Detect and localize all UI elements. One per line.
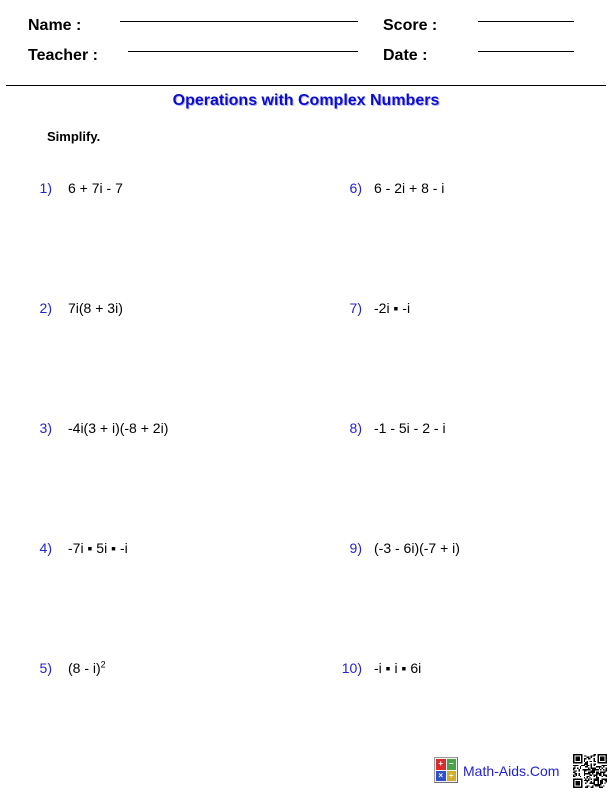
problem-expression: (-3 - 6i)(-7 + i) xyxy=(374,540,460,556)
problem-number: 8) xyxy=(349,420,362,436)
minus-tile-icon: − xyxy=(447,759,457,770)
multiply-tile-icon: × xyxy=(436,771,446,782)
page-title: Operations with Complex Numbers xyxy=(172,92,440,109)
problem-number: 6) xyxy=(349,180,362,196)
name-line xyxy=(120,21,358,22)
teacher-line xyxy=(128,51,358,52)
score-label: Score : xyxy=(383,17,438,34)
teacher-label: Teacher : xyxy=(28,47,98,64)
problem-number: 4) xyxy=(39,540,52,556)
problem-number: 1) xyxy=(39,180,52,196)
header-divider xyxy=(6,85,606,86)
problem-number: 5) xyxy=(39,660,52,676)
divide-tile-icon: ÷ xyxy=(447,771,457,782)
problem-expression: 7i(8 + 3i) xyxy=(68,300,123,316)
date-label: Date : xyxy=(383,47,428,64)
problem-expression: -i ▪ i ▪ 6i xyxy=(374,660,422,676)
problem-number: 7) xyxy=(349,300,362,316)
problem-expression: -7i ▪ 5i ▪ -i xyxy=(68,540,128,556)
problem-number: 2) xyxy=(39,300,52,316)
problem-number: 9) xyxy=(349,540,362,556)
math-aids-logo-icon xyxy=(434,757,458,783)
date-line xyxy=(478,51,574,52)
instruction-text: Simplify. xyxy=(47,129,101,144)
plus-tile-icon: + xyxy=(436,759,446,770)
problem-number: 3) xyxy=(39,420,52,436)
problem-expression: 6 - 2i + 8 - i xyxy=(374,180,445,196)
problem-expression: -2i ▪ -i xyxy=(374,300,411,316)
score-line xyxy=(478,21,574,22)
problem-expression: 6 + 7i - 7 xyxy=(68,180,123,196)
name-label: Name : xyxy=(28,17,82,34)
problem-number: 10) xyxy=(341,660,362,676)
problem-expression: -1 - 5i - 2 - i xyxy=(374,420,446,436)
math-aids-link[interactable]: Math-Aids.Com xyxy=(463,763,560,779)
problem-expression: -4i(3 + i)(-8 + 2i) xyxy=(68,420,169,436)
problem-expression: (8 - i)$^2$ xyxy=(68,659,106,676)
qr-code xyxy=(573,754,607,788)
